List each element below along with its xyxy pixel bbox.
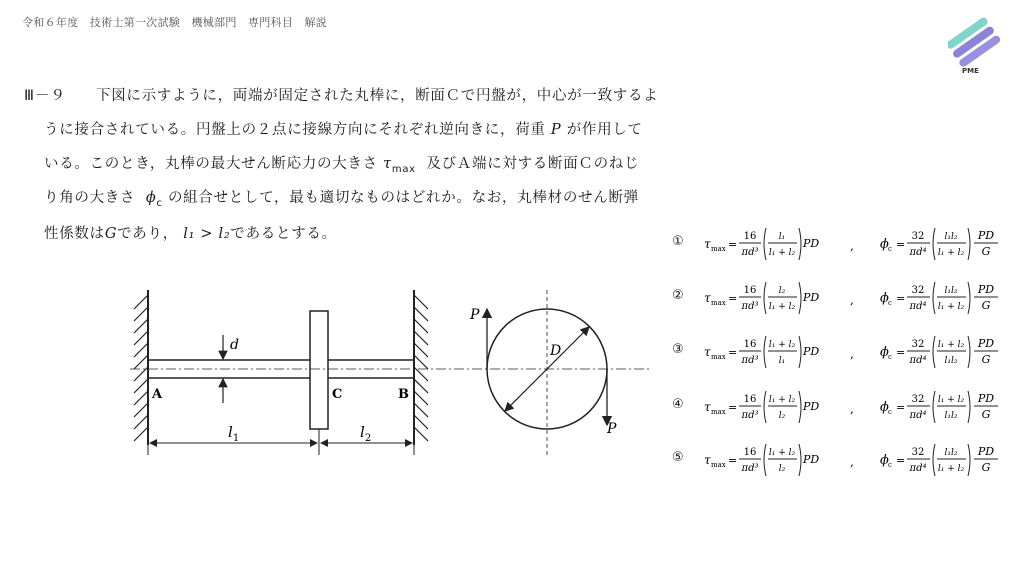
option-formula xyxy=(702,438,1022,482)
svg-text:l₁ + l₂: l₁ + l₂ xyxy=(937,464,965,474)
svg-text:=: = xyxy=(728,454,738,467)
svg-text:l₁ + l₂: l₁ + l₂ xyxy=(768,302,796,312)
svg-text:l₁ + l₂: l₁ + l₂ xyxy=(937,248,965,258)
svg-text:πd⁴: πd⁴ xyxy=(909,301,927,312)
svg-text:16: 16 xyxy=(743,447,757,458)
svg-text:G: G xyxy=(981,353,991,366)
svg-text:=: = xyxy=(728,346,738,359)
svg-text:,: , xyxy=(850,239,854,253)
phi-symbol: ϕ xyxy=(880,291,889,306)
svg-text:max: max xyxy=(711,408,726,416)
svg-text:l₂: l₂ xyxy=(778,411,786,421)
svg-text:16: 16 xyxy=(743,339,757,350)
option-formula xyxy=(702,385,1022,429)
answer-option[interactable] xyxy=(672,438,1012,482)
svg-text:,: , xyxy=(850,347,854,361)
question-number: Ⅲ－９ xyxy=(24,88,66,104)
svg-text:PD: PD xyxy=(803,237,820,250)
logo-text: PME xyxy=(962,67,979,75)
svg-text:πd⁴: πd⁴ xyxy=(909,410,927,421)
tau-symbol: τ xyxy=(704,453,711,467)
svg-text:PD: PD xyxy=(977,445,995,458)
svg-text:PD: PD xyxy=(803,345,820,358)
svg-text:max: max xyxy=(711,299,726,307)
svg-text:PD: PD xyxy=(977,229,995,242)
option-number: ② xyxy=(672,288,684,303)
svg-text:l₁ + l₂: l₁ + l₂ xyxy=(937,340,965,350)
svg-text:G: G xyxy=(981,408,991,421)
svg-text:32: 32 xyxy=(911,447,925,458)
svg-text:32: 32 xyxy=(911,231,925,242)
svg-text:l₁: l₁ xyxy=(778,356,786,366)
svg-text:=: = xyxy=(896,346,906,359)
svg-text:16: 16 xyxy=(743,394,757,405)
svg-text:c: c xyxy=(888,408,892,416)
left-wall xyxy=(134,290,148,445)
svg-text:l₁l₂: l₁l₂ xyxy=(944,356,958,366)
svg-text:=: = xyxy=(896,292,906,305)
svg-text:G: G xyxy=(981,461,991,474)
dimension-lines xyxy=(148,385,414,455)
svg-text:l₁l₂: l₁l₂ xyxy=(944,448,958,458)
label-D: D xyxy=(550,343,562,359)
phi-symbol: ϕ xyxy=(880,453,889,468)
svg-text:32: 32 xyxy=(911,394,925,405)
svg-text:16: 16 xyxy=(743,231,757,242)
svg-text:max: max xyxy=(711,245,726,253)
svg-text:l₁ + l₂: l₁ + l₂ xyxy=(937,302,965,312)
svg-text:l₁ + l₂: l₁ + l₂ xyxy=(768,340,796,350)
answer-option[interactable] xyxy=(672,276,1012,320)
question-line-2: うに接合されている。円盤上の２点に接線方向にそれぞれ逆向きに，荷重 P が作用して xyxy=(44,122,643,138)
svg-text:c: c xyxy=(888,353,892,361)
label-l1: $l_1$ xyxy=(228,423,240,444)
svg-text:,: , xyxy=(850,293,854,307)
svg-text:max: max xyxy=(711,461,726,469)
option-number: ① xyxy=(672,234,684,249)
svg-text:l₁l₂: l₁l₂ xyxy=(944,411,958,421)
svg-text:πd⁴: πd⁴ xyxy=(909,247,927,258)
svg-text:G: G xyxy=(981,245,991,258)
svg-text:c: c xyxy=(888,299,892,307)
phi-symbol: ϕ xyxy=(880,345,889,360)
tau-symbol: τ xyxy=(704,400,711,414)
svg-text:=: = xyxy=(896,238,906,251)
option-number: ⑤ xyxy=(672,450,684,465)
question-line-3: いる。このとき，丸棒の最大せん断応力の大きさ $\tau_{max}$ 及びＡ端に対する断面Ｃのねじ xyxy=(44,156,640,175)
svg-text:,: , xyxy=(850,402,854,416)
right-wall xyxy=(414,290,428,445)
svg-text:c: c xyxy=(888,461,892,469)
svg-text:PD: PD xyxy=(977,392,995,405)
option-number: ④ xyxy=(672,397,684,412)
svg-text:c: c xyxy=(888,245,892,253)
phi-symbol: ϕ xyxy=(880,400,889,415)
svg-text:32: 32 xyxy=(911,285,925,296)
label-C: C xyxy=(332,387,343,402)
svg-text:,: , xyxy=(850,455,854,469)
svg-text:=: = xyxy=(896,401,906,414)
svg-text:l₁l₂: l₁l₂ xyxy=(944,286,958,296)
svg-text:l₁ + l₂: l₁ + l₂ xyxy=(768,395,796,405)
answer-option[interactable] xyxy=(672,330,1012,374)
answer-option[interactable] xyxy=(672,222,1012,266)
option-formula xyxy=(702,330,1022,374)
label-P-bottom: P xyxy=(607,421,617,437)
svg-text:πd⁴: πd⁴ xyxy=(909,463,927,474)
page-header: 令和６年度 技術士第一次試験 機械部門 専門科目 解説 xyxy=(22,16,328,29)
label-l2: $l_2$ xyxy=(360,423,372,444)
svg-text:PD: PD xyxy=(803,400,820,413)
svg-text:=: = xyxy=(728,292,738,305)
svg-text:=: = xyxy=(728,401,738,414)
svg-text:πd⁴: πd⁴ xyxy=(909,355,927,366)
svg-text:G: G xyxy=(981,299,991,312)
label-d: d xyxy=(230,337,239,353)
svg-text:PD: PD xyxy=(977,283,995,296)
svg-text:πd³: πd³ xyxy=(741,463,759,474)
svg-text:l₁l₂: l₁l₂ xyxy=(944,232,958,242)
svg-text:32: 32 xyxy=(911,339,925,350)
svg-text:πd³: πd³ xyxy=(741,355,759,366)
svg-text:max: max xyxy=(711,353,726,361)
svg-text:l₁ + l₂: l₁ + l₂ xyxy=(937,395,965,405)
svg-text:PD: PD xyxy=(977,337,995,350)
label-P-top: P xyxy=(470,307,480,323)
question-line-5: 性係数はGであり， l₁ > l₂であるとする。 xyxy=(44,226,337,242)
svg-text:=: = xyxy=(896,454,906,467)
question-line-4: り角の大きさ $\phi_c$ の組合せとして，最も適切なものはどれか。なお，丸棒材のせん断弾 xyxy=(44,190,639,209)
svg-text:l₂: l₂ xyxy=(778,464,786,474)
option-number: ③ xyxy=(672,342,684,357)
svg-text:PD: PD xyxy=(803,453,820,466)
tau-symbol: τ xyxy=(704,291,711,305)
svg-text:l₁ + l₂: l₁ + l₂ xyxy=(768,448,796,458)
svg-text:πd³: πd³ xyxy=(741,247,759,258)
answer-option[interactable] xyxy=(672,385,1012,429)
tau-symbol: τ xyxy=(704,237,711,251)
svg-text:l₁ + l₂: l₁ + l₂ xyxy=(768,248,796,258)
disk-side xyxy=(310,311,328,429)
phi-symbol: ϕ xyxy=(880,237,889,252)
svg-text:l₂: l₂ xyxy=(778,286,786,296)
question-line-1: 下図に示すように，両端が固定された丸棒に，断面Ｃで円盤が，中心が一致するよ xyxy=(96,88,659,104)
label-A: A xyxy=(152,387,163,402)
svg-text:PD: PD xyxy=(803,291,820,304)
label-B: B xyxy=(398,387,409,402)
svg-text:πd³: πd³ xyxy=(741,301,759,312)
svg-text:l₁: l₁ xyxy=(778,232,786,242)
tau-symbol: τ xyxy=(704,345,711,359)
svg-text:πd³: πd³ xyxy=(741,410,759,421)
shaft-disk-diagram xyxy=(120,285,660,465)
option-formula xyxy=(702,276,1022,320)
svg-text:=: = xyxy=(728,238,738,251)
svg-text:16: 16 xyxy=(743,285,757,296)
option-formula xyxy=(702,222,1022,266)
